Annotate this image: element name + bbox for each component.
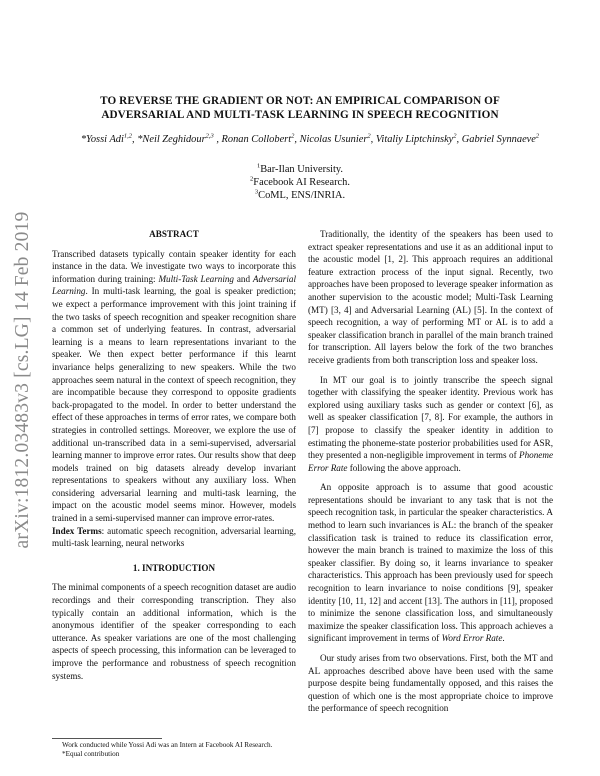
affiliation-2: $^2$Facebook AI Research. <box>250 175 350 188</box>
intro-heading: 1. INTRODUCTION <box>132 562 216 573</box>
right-paragraph-3: An opposite approach is to assume that good acoustic representations should be invariant to any task that is not the speech recognition task, in particular the speaker characteristics. A method to learn such invariances is AL: the branch of the speaker classification task is trained to reduce its classification error, however the main branch is trained to maximize the loss of this speaker classifier. By doing so, it learns invariance to speaker characteristics. This approach has been previously used for speech recognition to learn invariance to noise conditions [9], speaker identity [10, 11, 12] and accent [13]. The authors in [11], proposed to minimize the senone classification loss, and simultaneously maximize the speaker classification loss. This approach achieves a significant improvement in terms of Word Error Rate. <box>308 482 553 644</box>
abstract-heading: ABSTRACT <box>149 229 199 239</box>
left-column <box>52 228 296 689</box>
author-list: *Yossi Adi$^{1,2}$, *Neil Zeghidour$^{2,3}$ , Ronan Collobert$^2$, Nicolas Usunier$^2$, Vitaliy Liptchinsky$^2$, Gabriel Synnaeve$^2$ <box>80 132 540 145</box>
index-terms: Index Terms: automatic speech recognition, adversarial learning, multi-task learning, neural networks <box>52 525 296 549</box>
right-paragraph-4: Our study arises from two observations. First, both the MT and AL approaches described above have been used with the same purpose despite being fundamentally opposed, and this raises the question of which one is the most appropriate choice to improve the performance of speech recognition <box>308 653 553 714</box>
author-5: Vitaliy Liptchinsky <box>375 134 454 145</box>
affiliation-1: $^1$Bar-Ilan University. <box>256 162 344 175</box>
footnotes <box>52 741 296 759</box>
footnote-rule <box>52 738 162 739</box>
right-column <box>308 228 553 722</box>
right-paragraph-1: Traditionally, the identity of the speakers has been used to extract speaker representations and use it as an additional input to the acoustic model [1, 2]. This approach requires an additional feature extraction process of the input signal. Recently, two approaches have been proposed to leverage speaker information as another supervision to the acoustic model; Multi-Task Learning (MT) [3, 4] and Adversarial Learning (AL) [5]. In the context of speech recognition, a way of performing MT or AL is to add a speaker classification branch in parallel of the main branch trained for transcription. All layers below the fork of the two branches receive gradients from both transcription loss and speaker loss. <box>308 229 553 365</box>
intro-paragraph: The minimal components of a speech recognition dataset are audio recordings and their corresponding transcription. They also typically contain an additional information, which is the anonymous identifier of the speaker corresponding to each utterance. As speaker variations are one of the most challenging aspects of speech processing, this information can be leveraged to improve the performance and robustness of speech recognition systems. <box>52 582 297 681</box>
arxiv-stamp: arXiv:1812.03483v3 [cs.LG] 14 Feb 2019 <box>12 211 33 549</box>
affiliation-3: $^3$CoML, ENS/INRIA. <box>254 188 346 201</box>
footnote-1: Work conducted while Yossi Adi was an Intern at Facebook AI Research. <box>62 741 273 749</box>
author-4: Nicolas Usunier <box>299 134 368 145</box>
author-6: Gabriel Synnaeve <box>461 134 536 145</box>
abstract-text: Transcribed datasets typically contain speaker identity for each instance in the data. We investigate two ways to incorporate this information during training: Multi-Task Learning and Adversarial Learning. In multi-task learning, the goal is speaker prediction; we expect a performance improvement with this joint training if the two tasks of speech recognition and speaker recognition share a common set of underlying features. In contrast, adversarial learning is a means to learn representations invariant to the speaker. We then expect better performance if this learnt invariance helps generalizing to new speakers. While the two approaches seem natural in the context of speech recognition, they are incompatible because they correspond to opposite gradients back-propagated to the model. In order to better understand the effect of these approaches in terms of error rates, we compare both strategies in controlled settings. Moreover, we explore the use of additional un-transcribed data in a semi-supervised, adversarial learning manner to improve error rates. Our results show that deep models trained on big datasets already develop invariant representations to speakers without any auxiliary loss. When considering adversarial learning and multi-task learning, the impact on the acoustic model seems minor. However, models trained in a semi-supervised manner can improve error-rates. <box>52 248 296 524</box>
author-2: *Neil Zeghidour <box>137 134 206 145</box>
paper-title: TO REVERSE THE GRADIENT OR NOT: AN EMPIRICAL COMPARISON OF ADVERSARIAL AND MULTI-TASK LEARNING IN SPEECH RECOGNITION <box>100 95 500 121</box>
author-1: *Yossi Adi <box>80 134 124 145</box>
right-paragraph-2: In MT our goal is to jointly transcribe the speech signal together with classifying the speaker identity. Previous work has explored using auxiliary tasks such as gender or context [6], as well as speaker classification [7, 8]. For example, the authors in [7] propose to classify the speaker identity in addition to estimating the phoneme-state posterior probabilities used for ASR, they presented a non-negligible improvement in terms of Phoneme Error Rate following the above approach. <box>308 374 553 473</box>
author-3: Ronan Collobert <box>221 134 292 145</box>
footnote-2: *Equal contribution <box>62 750 120 758</box>
